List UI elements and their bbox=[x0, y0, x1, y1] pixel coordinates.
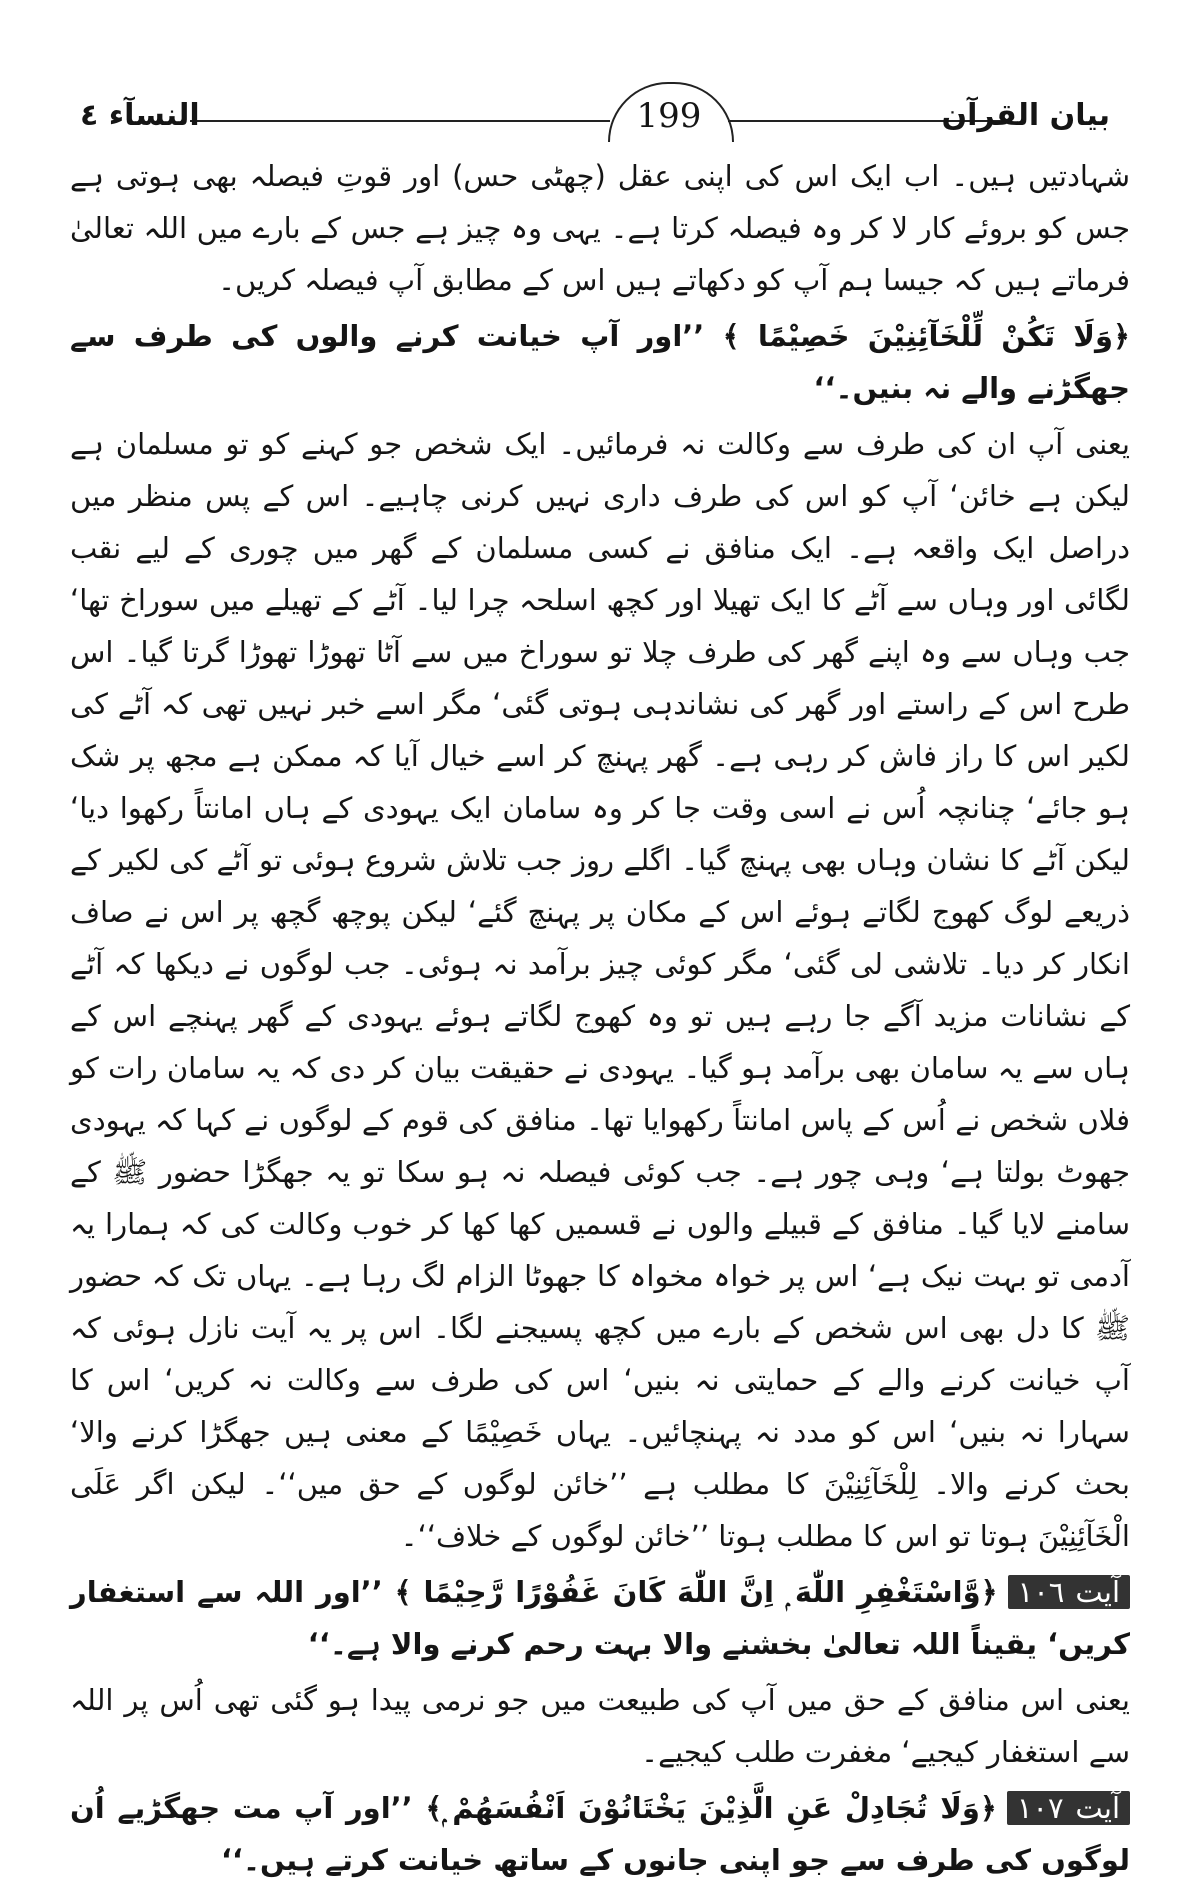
quran-verse-106: ﴿وَّاسْتَغْفِرِ اللّٰهَ ۭ اِنَّ اللّٰهَ كَانَ غَفُوْرًا رَّحِيْمًا ﴾ ’’اور اللہ سے استغفار کریں‘ یقیناً اللہ تعالیٰ بخشنے والا بہت رحم کرنے والا ہے۔‘‘ bbox=[70, 1575, 1130, 1661]
paragraph: یعنی آپ ان کی طرف سے وکالت نہ فرمائیں۔ ایک شخص جو کہنے کو تو مسلمان ہے لیکن ہے خائن‘ آپ کو اس کی طرف داری نہیں کرنی چاہیے۔ اس کے پس منظر میں دراصل ایک واقعہ ہے۔ ایک منافق نے کسی مسلمان کے گھر میں چوری کے لیے نقب لگائی اور وہاں سے آٹے کا ایک تھیلا اور کچھ اسلحہ چرا لیا۔ آٹے کے تھیلے میں سوراخ تھا‘ جب وہاں سے وہ اپنے گھر کی طرف چلا تو سوراخ میں سے آٹا تھوڑا تھوڑا گرتا گیا۔ اس طرح اس کے راستے اور گھر کی نشاندہی ہوتی گئی‘ مگر اسے خبر نہیں تھی کہ آٹے کی لکیر اس کا راز فاش کر رہی ہے۔ گھر پہنچ کر اسے خیال آیا کہ ممکن ہے مجھ پر شک ہو جائے‘ چنانچہ اُس نے اسی وقت جا کر وہ سامان ایک یہودی کے ہاں امانتاً رکھوا دیا‘ لیکن آٹے کا نشان وہاں بھی پہنچ گیا۔ اگلے روز جب تلاش شروع ہوئی تو آٹے کی لکیر کے ذریعے لوگ کھوج لگاتے ہوئے اس کے مکان پر پہنچ گئے‘ لیکن پوچھ گچھ پر اس نے صاف انکار کر دیا۔ تلاشی لی گئی‘ مگر کوئی چیز برآمد نہ ہوئی۔ جب لوگوں نے دیکھا کہ آٹے کے نشانات مزید آگے جا رہے ہیں تو وہ کھوج لگاتے ہوئے یہودی کے گھر پہنچے اس کے ہاں سے یہ سامان بھی برآمد ہو گیا۔ یہودی نے حقیقت بیان کر دی کہ یہ سامان رات کو فلاں شخص نے اُس کے پاس امانتاً رکھوایا تھا۔ منافق کی قوم کے لوگوں نے کہا کہ یہودی جھوٹ بولتا ہے‘ وہی چور ہے۔ جب کوئی فیصلہ نہ ہو سکا تو یہ جھگڑا حضور ﷺ کے سامنے لایا گیا۔ منافق کے قبیلے والوں نے قسمیں کھا کھا کر خوب وکالت کی کہ ہمارا یہ آدمی تو بہت نیک ہے‘ اس پر خواہ مخواہ کا جھوٹا الزام لگ رہا ہے۔ یہاں تک کہ حضور ﷺ کا دل بھی اس شخص کے بارے میں کچھ پسیجنے لگا۔ اس پر یہ آیت نازل ہوئی کہ آپ خیانت کرنے والے کے حمایتی نہ بنیں‘ اس کی طرف سے وکالت نہ کریں‘ اس کا سہارا نہ بنیں‘ اس کو مدد نہ پہنچائیں۔ یہاں خَصِيْمًا کے معنی ہیں جھگڑا کرنے والا‘ بحث کرنے والا۔ لِلْخَآئِنِيْنَ کا مطلب ہے ’’خائن لوگوں کے حق میں‘‘۔ لیکن اگر عَلَى الْخَآئِنِيْنَ ہوتا تو اس کا مطلب ہوتا ’’خائن لوگوں کے خلاف‘‘۔ bbox=[70, 427, 1130, 1553]
page-number: 199 bbox=[636, 96, 702, 136]
quran-verse-105: ﴿وَلَا تَكُنْ لِّلْخَآئِنِيْنَ خَصِيْمًا ﴾ ’’اور آپ خیانت کرنے والوں کی طرف سے جھگڑنے والے نہ بنیں۔‘‘ bbox=[70, 319, 1130, 405]
paragraph: شہادتیں ہیں۔ اب ایک اس کی اپنی عقل (چھٹی حس) اور قوتِ فیصلہ بھی ہوتی ہے جس کو بروئے کار لا کر وہ فیصلہ کرتا ہے۔ یہی وہ چیز ہے جس کے بارے میں اللہ تعالیٰ فرماتے ہیں کہ جیسا ہم آپ کو دکھاتے ہیں اس کے مطابق آپ فیصلہ کریں۔ bbox=[70, 159, 1130, 297]
ayat-label: آیت ١٠٦ bbox=[1008, 1575, 1130, 1609]
book-title: بیان القرآن bbox=[941, 98, 1110, 133]
page-body bbox=[70, 150, 1130, 1890]
header-rule-left bbox=[190, 120, 610, 122]
verse-block-107 bbox=[70, 1782, 1130, 1886]
ayat-label: آیت ١٠٧ bbox=[1007, 1791, 1130, 1825]
paragraph: یعنی اس منافق کے حق میں آپ کی طبیعت میں جو نرمی پیدا ہو گئی تھی اُس پر اللہ سے استغفار کیجیے‘ مغفرت طلب کیجیے۔ bbox=[70, 1683, 1130, 1769]
quran-verse-107: ﴿وَلَا تُجَادِلْ عَنِ الَّذِيْنَ يَخْتَانُوْنَ اَنْفُسَهُمْ ۭ﴾ ’’اور آپ مت جھگڑیے اُن لوگوں کی طرف سے جو اپنی جانوں کے ساتھ خیانت کرتے ہیں۔‘‘ bbox=[70, 1791, 1130, 1877]
surah-name: النسآء ٤ bbox=[80, 98, 200, 133]
verse-block-106 bbox=[70, 1566, 1130, 1670]
